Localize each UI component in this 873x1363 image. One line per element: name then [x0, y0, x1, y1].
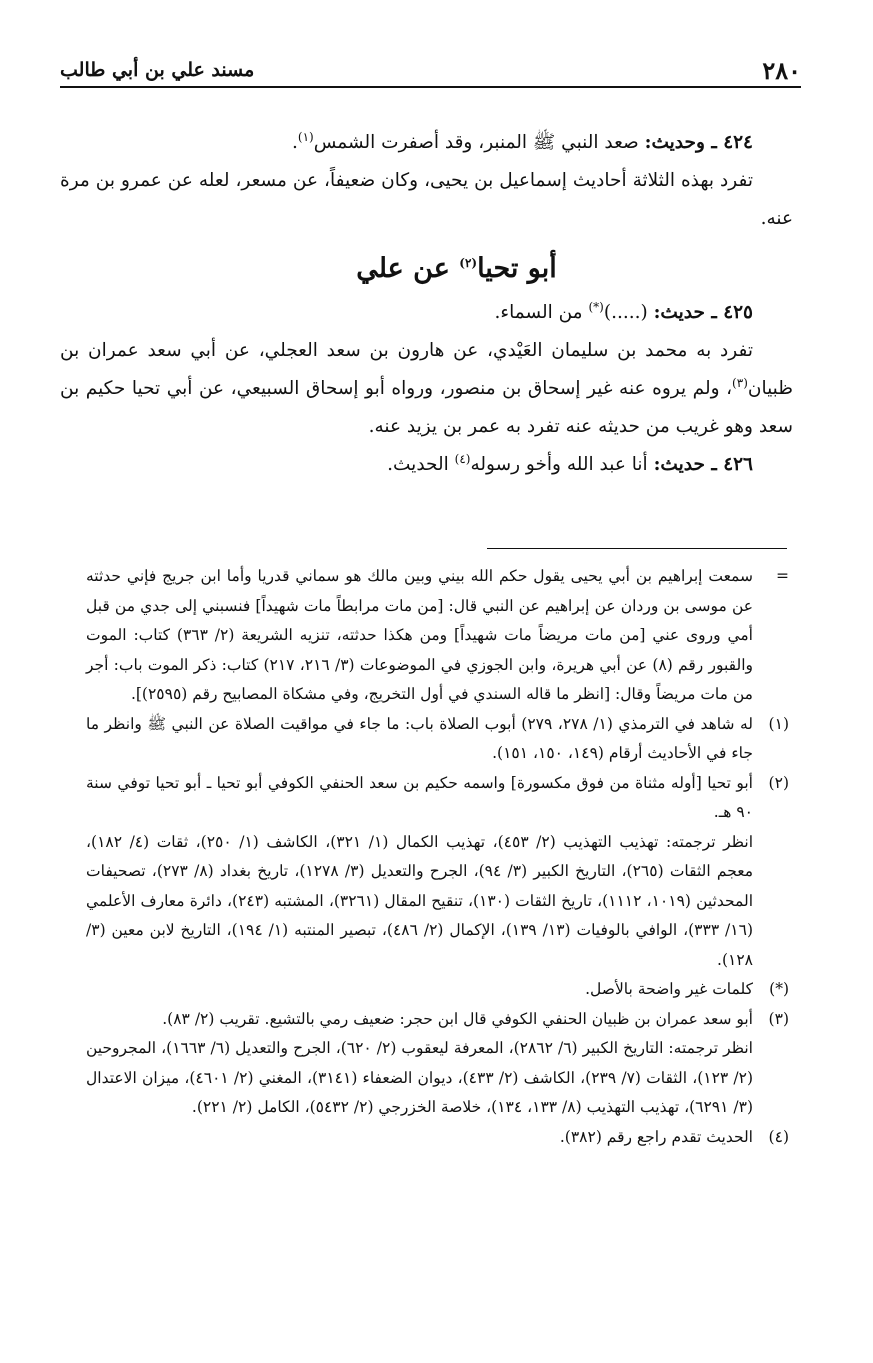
footnote-text: سمعت إبراهيم بن أبي يحيى يقول حكم الله بيني وبين مالك هو سماني قدريا وأما ابن جريج فإني حدثته عن موسى بن وردان عن إبراهيم عن النبي قال: [من مات مرابطاً مات شهيداً] فنسبني إلى جدي من قبل أمي وروى عني [من مات مريضاً مات شهيداً] ومن هكذا حدثته، تنزيه الشريعة (٢/ ٣٦٣) كتاب: الموت والقبور رقم (٨) عن أبي هريرة، وابن الجوزي في الموضوعات (٣/ ٢١٦، ٢١٧) كتاب: ذكر الموت باب: أجر من مات مريضاً وقال: [انظر ما قاله السندي في أول التخريج، وفي مشكاة المصابيح رقم (٢٥٩٥)].	[86, 567, 754, 703]
footnote-3	[86, 1005, 789, 1123]
footnote-ref: (٤)	[454, 451, 471, 466]
footnote-star	[86, 975, 789, 1005]
footnote-text: أبو تحيا [أوله مثناة من فوق مكسورة] واسمه حكيم بن سعد الحنفي الكوفي أبو تحيا ـ أبو تحيا توفي سنة ٩٠ هـ.	[86, 773, 753, 821]
footnote-rule	[487, 548, 787, 549]
hadith-label: ٤٢٥ ـ حديث:	[653, 302, 753, 323]
footnote-ref: (٢)	[459, 256, 478, 270]
page-number: ٢٨٠	[762, 55, 801, 85]
hadith-text: صعد النبي ﷺ المنبر، وقد أصفرت الشمس	[313, 132, 639, 153]
commentary-424: تفرد بهذه الثلاثة أحاديث إسماعيل بن يحيى، وكان ضعيفاً، عن مسعر، لعله عن عمرو بن مرة عنه.	[60, 170, 793, 229]
footnotes	[86, 562, 789, 1152]
hadith-text-end: من السماء.	[494, 302, 589, 323]
footnote-marker: (١)	[768, 714, 789, 733]
footnote-marker: =	[776, 567, 789, 585]
hadith-text: أنا عبد الله وأخو رسوله	[470, 454, 648, 475]
footnote-2	[86, 769, 789, 976]
footnote-continued	[86, 562, 789, 710]
footnote-text: أبو سعد عمران بن ظبيان الحنفي الكوفي قال ابن حجر: ضعيف رمي بالتشيع. تقريب (٢/ ٨٣).	[162, 1009, 753, 1028]
footnote-4	[86, 1123, 789, 1153]
hadith-425	[60, 294, 793, 332]
hadith-426	[60, 446, 793, 484]
commentary-425	[60, 332, 793, 446]
hadith-text-end: .	[292, 132, 298, 153]
footnote-ref: (*)	[588, 299, 604, 314]
footnote-marker: (٢)	[768, 773, 789, 792]
footnote-references: انظر ترجمته: تهذيب التهذيب (٢/ ٤٥٣)، تهذيب الكمال (١/ ٣٢١)، الكاشف (١/ ٢٥٠)، ثقات (٤/ ١٨٢)، معجم الثقات (٢٦٥)، التاريخ الكبير (٣/ ٩٤)، الجرح والتعديل (٣/ ١٢٧٨)، تاريخ بغداد (٨/ ٢٧٣)، تصحيفات المحدثين (١٠١٩، ١١١٢)، تاريخ الثقات (١٣٠)، تنقيح المقال (٣٢٦١)، المشتبه (٢٤٣)، دائرة معارف الأعلمي (١٦/ ٣٣٣)، الوافي بالوفيات (١٣/ ١٣٩)، الإكمال (٢/ ٤٨٦)، تبصير المنتبه (١/ ١٩٤)، التاريخ لابن معين (٣/ ١٢٨).	[86, 832, 754, 969]
footnote-references: انظر ترجمته: التاريخ الكبير (٦/ ٢٨٦٢)، المعرفة ليعقوب (٢/ ٦٢٠)، الجرح والتعديل (٦/ ١٦٦٣)، المجروحين (٢/ ١٢٣)، الثقات (٧/ ٢٣٩)، الكاشف (٢/ ٤٣٣)، ديوان الضعفاء (٣١٤١)، المغني (٢/ ٤٦٠١)، ميزان الاعتدال (٣/ ٦٢٩١)، تهذيب التهذيب (٨/ ١٣٣، ١٣٤)، خلاصة الخزرجي (٢/ ٥٤٣٢)، الكامل (٢/ ٢٢١).	[86, 1039, 754, 1116]
footnote-ref: (١)	[297, 129, 314, 144]
commentary-part: تفرد به محمد بن سليمان العَيْدي، عن هارون بن سعد العجلي، عن أبي سعد عمران بن ظبيان	[60, 340, 793, 399]
running-head	[60, 55, 801, 85]
section-heading-name: أبو تحيا	[477, 253, 557, 284]
hadith-text-end: الحديث.	[387, 454, 455, 475]
hadith-text: (.....)	[603, 302, 648, 323]
hadith-label: ٤٢٤ ـ وحديث:	[644, 132, 753, 153]
footnote-text: كلمات غير واضحة بالأصل.	[585, 980, 753, 998]
footnote-text: الحديث تقدم راجع رقم (٣٨٢).	[559, 1127, 753, 1146]
footnote-text: له شاهد في الترمذي (١/ ٢٧٨، ٢٧٩) أبوب الصلاة باب: ما جاء في مواقيت الصلاة عن النبي ﷺ وانظر ما جاء في الأحاديث أرقام (١٤٩، ١٥٠، ١٥١).	[86, 714, 753, 762]
footnote-1	[86, 710, 789, 769]
hadith-424	[60, 124, 793, 162]
footnote-marker: (٤)	[768, 1127, 789, 1146]
section-heading	[60, 244, 793, 294]
hadith-label: ٤٢٦ ـ حديث:	[653, 454, 753, 475]
footnote-marker: (*)	[769, 980, 789, 998]
footnote-marker: (٣)	[768, 1009, 789, 1028]
section-heading-rest: عن علي	[356, 253, 460, 284]
main-text	[60, 124, 793, 484]
commentary-part: ، ولم يروه عنه غير إسحاق بن منصور، ورواه أبو إسحاق السبيعي، عن أبي تحيا حكيم بن سعد وهو غريب من حديثه عنه تفرد به عمر بن يزيد عنه.	[60, 378, 793, 437]
footnote-ref: (٣)	[732, 375, 748, 390]
header-rule	[60, 86, 801, 88]
running-title: مسند علي بن أبي طالب	[60, 59, 255, 81]
